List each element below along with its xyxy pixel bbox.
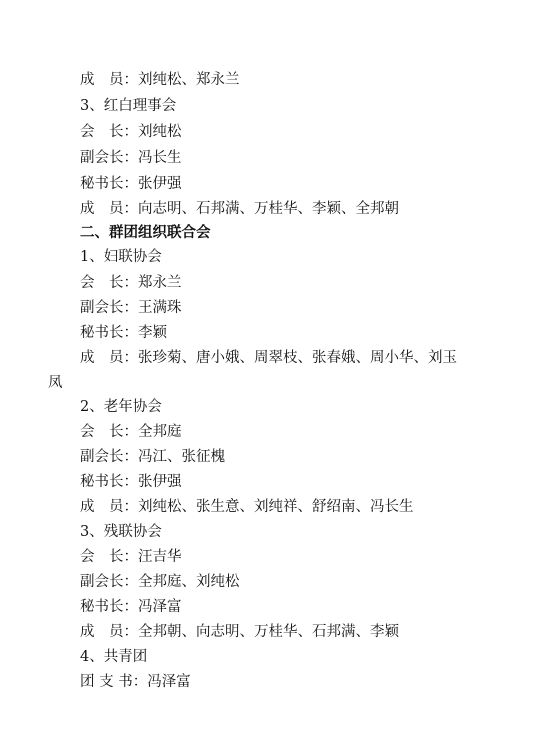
line-24: 4、共青团 — [80, 649, 148, 665]
line-15: 会 长：全邦庭 — [80, 424, 182, 440]
line-2: 3、红白理事会 — [80, 98, 177, 114]
line-25: 团 支 书：冯泽富 — [80, 674, 191, 690]
section-heading: 二、群团组织联合会 — [80, 224, 211, 241]
line-10: 副会长：王满珠 — [80, 300, 182, 316]
line-16: 副会长：冯江、张征槐 — [80, 449, 225, 465]
line-13: 凤 — [48, 375, 63, 391]
line-12: 成 员：张珍菊、唐小娥、周翠枝、张春娥、周小华、刘玉 — [80, 350, 457, 366]
line-9: 会 长：郑永兰 — [80, 275, 182, 291]
line-11: 秘书长：李颖 — [80, 325, 167, 341]
line-17: 秘书长：张伊强 — [80, 474, 182, 490]
line-22: 秘书长：冯泽富 — [80, 599, 182, 615]
line-1: 成 员：刘纯松、郑永兰 — [80, 72, 240, 88]
line-18: 成 员：刘纯松、张生意、刘纯祥、舒绍南、冯长生 — [80, 499, 414, 515]
line-14: 2、老年协会 — [80, 399, 162, 415]
line-5: 秘书长：张伊强 — [80, 176, 182, 192]
line-21: 副会长：全邦庭、刘纯松 — [80, 574, 240, 590]
line-20: 会 长：汪吉华 — [80, 549, 182, 565]
line-8: 1、妇联协会 — [80, 249, 162, 265]
line-3: 会 长：刘纯松 — [80, 124, 182, 140]
line-19: 3、残联协会 — [80, 524, 162, 540]
line-23: 成 员：全邦朝、向志明、万桂华、石邦满、李颖 — [80, 624, 399, 640]
line-6: 成 员：向志明、石邦满、万桂华、李颖、全邦朝 — [80, 201, 399, 217]
line-4: 副会长：冯长生 — [80, 150, 182, 166]
